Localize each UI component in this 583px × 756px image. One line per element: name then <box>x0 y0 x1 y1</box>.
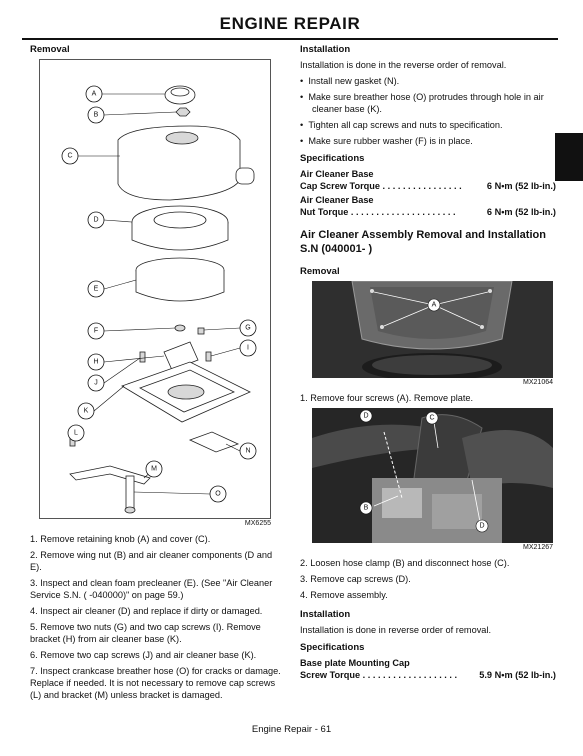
header-rule <box>22 38 558 40</box>
spec-label: Screw Torque . . . . . . . . . . . . . . . . . . . <box>300 670 458 680</box>
removal-step: 7. Inspect crankcase breather hose (O) for cracks or damage. Replace if needed. It is not necessary to remove cap screws (L) and bracket (M) unless bracket is damaged. <box>30 666 281 700</box>
page-footer: Engine Repair - 61 <box>251 724 332 735</box>
removal-step: 5. Remove two nuts (G) and two cap screws (I). Remove bracket (H) from air cleaner base (K). <box>30 622 261 644</box>
svg-text:B: B <box>363 504 369 512</box>
callout-c <box>62 148 78 164</box>
removal-step-2: 4. Remove assembly. <box>300 590 388 600</box>
removal-heading-2: Removal <box>300 266 340 277</box>
figure-id: MX6255 <box>244 520 271 527</box>
removal-step: 1. Remove retaining knob (A) and cover (C). <box>30 534 211 544</box>
callout-h <box>88 354 104 370</box>
svg-text:K: K <box>83 407 89 415</box>
spec-title: Air Cleaner Base <box>300 169 374 179</box>
callout-b <box>88 107 104 123</box>
specifications-heading-2: Specifications <box>300 642 365 653</box>
svg-text:H: H <box>93 358 99 366</box>
svg-text:E: E <box>93 285 99 293</box>
callout-j <box>88 375 104 391</box>
photo2-callout-d-bottom <box>476 520 488 532</box>
svg-text:B: B <box>93 111 99 119</box>
installation-heading-2: Installation <box>300 609 351 620</box>
install-bullet: • Make sure rubber washer (F) is in place. <box>300 136 473 146</box>
install-bullet: • Make sure breather hose (O) protrudes through hole in air cleaner base (K). <box>300 92 544 114</box>
assembly-heading: Air Cleaner Assembly Removal and Installation S.N (040001- ) <box>300 229 546 255</box>
removal-step: 6. Remove two cap screws (J) and air cleaner base (K). <box>30 650 257 660</box>
spec-row <box>300 206 556 218</box>
svg-text:N: N <box>245 447 251 455</box>
callout-l <box>68 425 84 441</box>
svg-text:D: D <box>93 216 99 224</box>
exploded-view-figure <box>39 59 271 519</box>
callout-o <box>210 486 226 502</box>
svg-text:D: D <box>363 412 369 420</box>
install-bullet: • Tighten all cap screws and nuts to specification. <box>300 120 503 130</box>
photo2-id: MX21267 <box>523 544 553 551</box>
svg-text:F: F <box>93 327 99 335</box>
installation-heading: Installation <box>300 44 351 55</box>
right-column <box>300 44 556 683</box>
photo1-id: MX21064 <box>523 379 553 386</box>
spec-value: 6 N•m (52 lb-in.) <box>486 207 556 217</box>
svg-text:G: G <box>245 324 251 332</box>
callout-n <box>240 443 256 459</box>
svg-text:L: L <box>74 429 78 437</box>
callout-d <box>88 212 104 228</box>
removal-step-2: 2. Loosen hose clamp (B) and disconnect hose (C). <box>300 558 510 568</box>
svg-text:J: J <box>94 379 98 387</box>
photo-hose-clamp <box>312 408 553 543</box>
callout-a <box>86 86 102 102</box>
specifications-heading: Specifications <box>300 153 365 164</box>
spec-label: Nut Torque . . . . . . . . . . . . . . . . . . . . . <box>300 207 456 217</box>
removal-step-2: 3. Remove cap screws (D). <box>300 574 411 584</box>
callout-layer <box>40 60 270 518</box>
photo1-callout-a <box>428 299 440 311</box>
section-tab-marker <box>555 133 583 181</box>
svg-text:D: D <box>479 522 485 530</box>
photo-air-cleaner-plate <box>312 281 553 378</box>
callout-k <box>78 403 94 419</box>
svg-text:C: C <box>67 152 73 160</box>
spec-row <box>300 669 556 681</box>
removal-step-2: 1. Remove four screws (A). Remove plate. <box>300 393 474 403</box>
callout-m <box>146 461 162 477</box>
installation-intro: Installation is done in the reverse order of removal. <box>300 60 507 70</box>
install-bullet: • Install new gasket (N). <box>300 76 400 86</box>
removal-heading: Removal <box>30 44 70 55</box>
spec-title: Air Cleaner Base <box>300 195 374 205</box>
spec-title: Base plate Mounting Cap <box>300 658 410 668</box>
svg-text:I: I <box>247 344 249 352</box>
svg-text:A: A <box>91 90 97 98</box>
svg-text:C: C <box>429 414 435 422</box>
spec-value: 5.9 N•m (52 lb-in.) <box>479 670 556 680</box>
photo2-callout-d-top <box>360 410 372 422</box>
svg-text:O: O <box>215 490 221 498</box>
spec-label: Cap Screw Torque . . . . . . . . . . . . . . . . <box>300 181 462 191</box>
callout-g <box>240 320 256 336</box>
spec-value: 6 N•m (52 lb-in.) <box>486 181 556 191</box>
photo2-callout-c <box>426 412 438 424</box>
photo2-callout-b <box>360 502 372 514</box>
left-column <box>30 44 285 705</box>
page-title: ENGINE REPAIR <box>219 14 361 33</box>
removal-step: 2. Remove wing nut (B) and air cleaner components (D and E). <box>30 550 273 572</box>
spec-row <box>300 180 556 192</box>
removal-step: 4. Inspect air cleaner (D) and replace if dirty or damaged. <box>30 606 263 616</box>
callout-f <box>88 323 104 339</box>
callout-e <box>88 281 104 297</box>
removal-step: 3. Inspect and clean foam precleaner (E). (See "Air Cleaner Service S.N. ( -040000)" on page 59.) <box>30 578 273 600</box>
installation-text-2: Installation is done in reverse order of removal. <box>300 625 491 635</box>
callout-i <box>240 340 256 356</box>
svg-text:M: M <box>151 465 157 473</box>
svg-text:A: A <box>431 301 437 309</box>
